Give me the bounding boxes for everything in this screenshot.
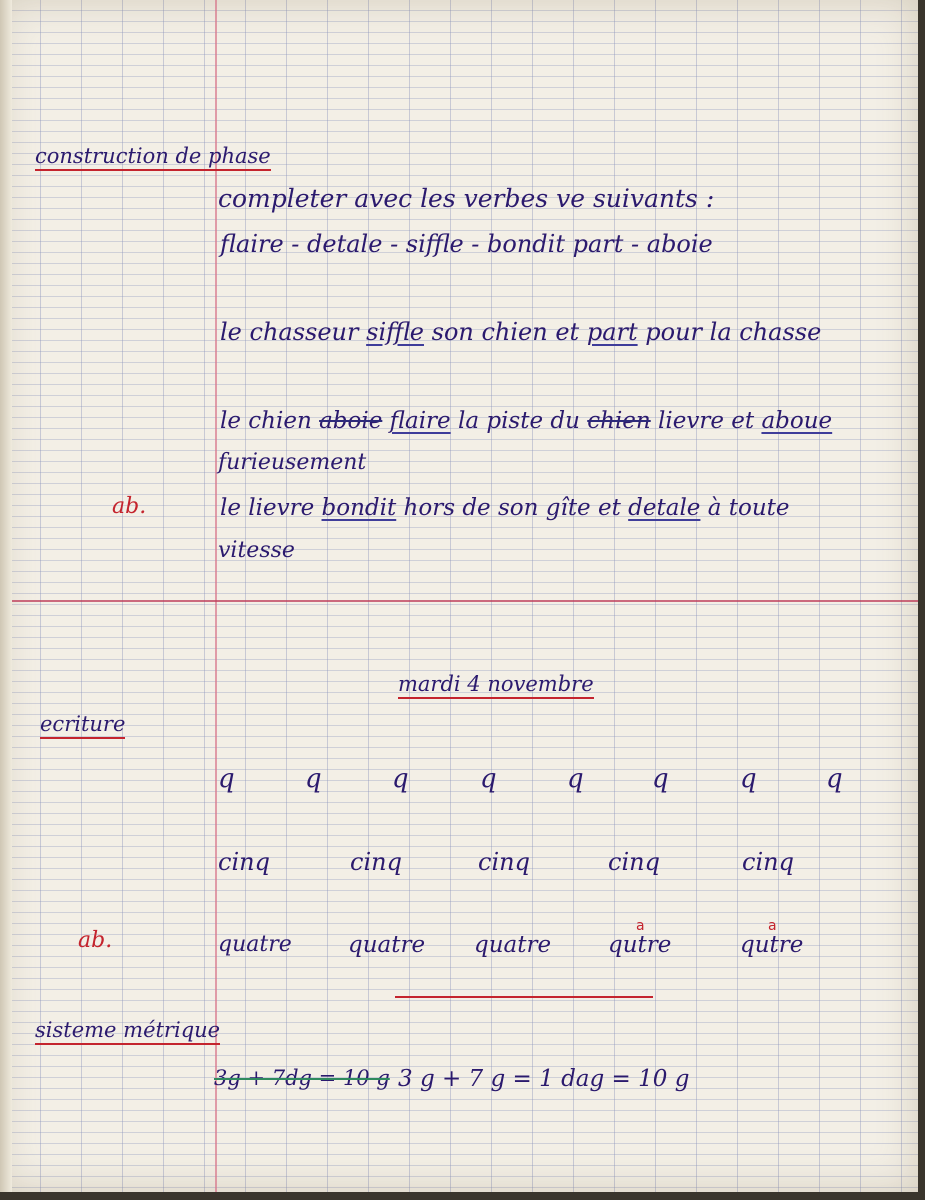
sentence-1 bbox=[220, 320, 821, 344]
sentence-2 bbox=[220, 410, 832, 433]
correction-mark-2: a bbox=[768, 918, 777, 934]
s2-crossed-aboie: aboie bbox=[319, 408, 383, 434]
verb-list: flaire - detale - siffle - bondit part - aboie bbox=[220, 230, 713, 258]
s2-crossed-chien: chien bbox=[587, 408, 651, 434]
s1-part-e: pour la chasse bbox=[645, 318, 822, 346]
s2-part-d: la piste du bbox=[457, 408, 580, 434]
s2-part-f: lievre et bbox=[658, 408, 755, 434]
cinq-exercise-3: cinq bbox=[478, 848, 530, 876]
s2-verb-aboue: aboue bbox=[761, 408, 833, 434]
q-exercise-3: q bbox=[392, 764, 409, 794]
sentence-2-cont: furieusement bbox=[218, 450, 367, 475]
s1-verb-siffle: siffle bbox=[366, 318, 424, 346]
q-exercise-2: q bbox=[305, 764, 322, 794]
metric-equation: 3 g + 7 g = 1 dag = 10 g bbox=[398, 1066, 690, 1092]
q-exercise-4: q bbox=[480, 764, 497, 794]
s3-part-c: hors de son gîte et bbox=[403, 495, 621, 521]
cinq-exercise-5: cinq bbox=[742, 848, 794, 876]
quatre-exercise-1: quatre bbox=[218, 932, 292, 957]
margin-line bbox=[215, 0, 217, 1192]
cinq-exercise-2: cinq bbox=[350, 848, 402, 876]
construction-heading: construction de phase bbox=[35, 146, 271, 171]
ecriture-heading: ecriture bbox=[40, 714, 125, 739]
correction-mark-1: a bbox=[636, 918, 645, 934]
q-exercise-6: q bbox=[652, 764, 669, 794]
instruction-line: completer avec les verbes ve suivants : bbox=[218, 184, 715, 213]
binding-edge bbox=[0, 0, 12, 1192]
s3-verb-bondit: bondit bbox=[321, 495, 397, 521]
s1-part-a: le chasseur bbox=[220, 318, 359, 346]
quatre-exercise-5: qutre bbox=[740, 932, 804, 958]
q-exercise-8: q bbox=[826, 764, 843, 794]
quatre-exercise-4: qutre bbox=[608, 932, 672, 958]
q-exercise-1: q bbox=[218, 764, 235, 794]
date-heading: mardi 4 novembre bbox=[398, 674, 594, 699]
exercise-separator bbox=[395, 996, 653, 998]
q-exercise-7: q bbox=[740, 764, 757, 794]
metrique-heading: sisteme métrique bbox=[35, 1020, 220, 1045]
quatre-exercise-2: quatre bbox=[348, 932, 426, 958]
s3-part-a: le lievre bbox=[220, 495, 315, 521]
s2-verb-flaire: flaire bbox=[389, 408, 451, 434]
quatre-exercise-3: quatre bbox=[474, 932, 552, 958]
s1-part-c: son chien et bbox=[431, 318, 580, 346]
grade-mark-ecriture: ab. bbox=[78, 928, 113, 953]
s2-part-a: le chien bbox=[220, 408, 312, 434]
sentence-3 bbox=[220, 497, 790, 520]
s3-verb-detale: detale bbox=[628, 495, 701, 521]
s1-verb-part: part bbox=[586, 318, 638, 346]
crossed-out-equation: 3g + 7dg = 10 g bbox=[214, 1066, 390, 1090]
s3-part-e: à toute bbox=[707, 495, 790, 521]
grade-mark-construction: ab. bbox=[112, 494, 147, 519]
cinq-exercise-4: cinq bbox=[608, 848, 660, 876]
q-exercise-5: q bbox=[567, 764, 584, 794]
section-divider bbox=[12, 600, 918, 602]
cinq-exercise-1: cinq bbox=[218, 848, 270, 876]
sentence-3-cont: vitesse bbox=[218, 538, 295, 563]
